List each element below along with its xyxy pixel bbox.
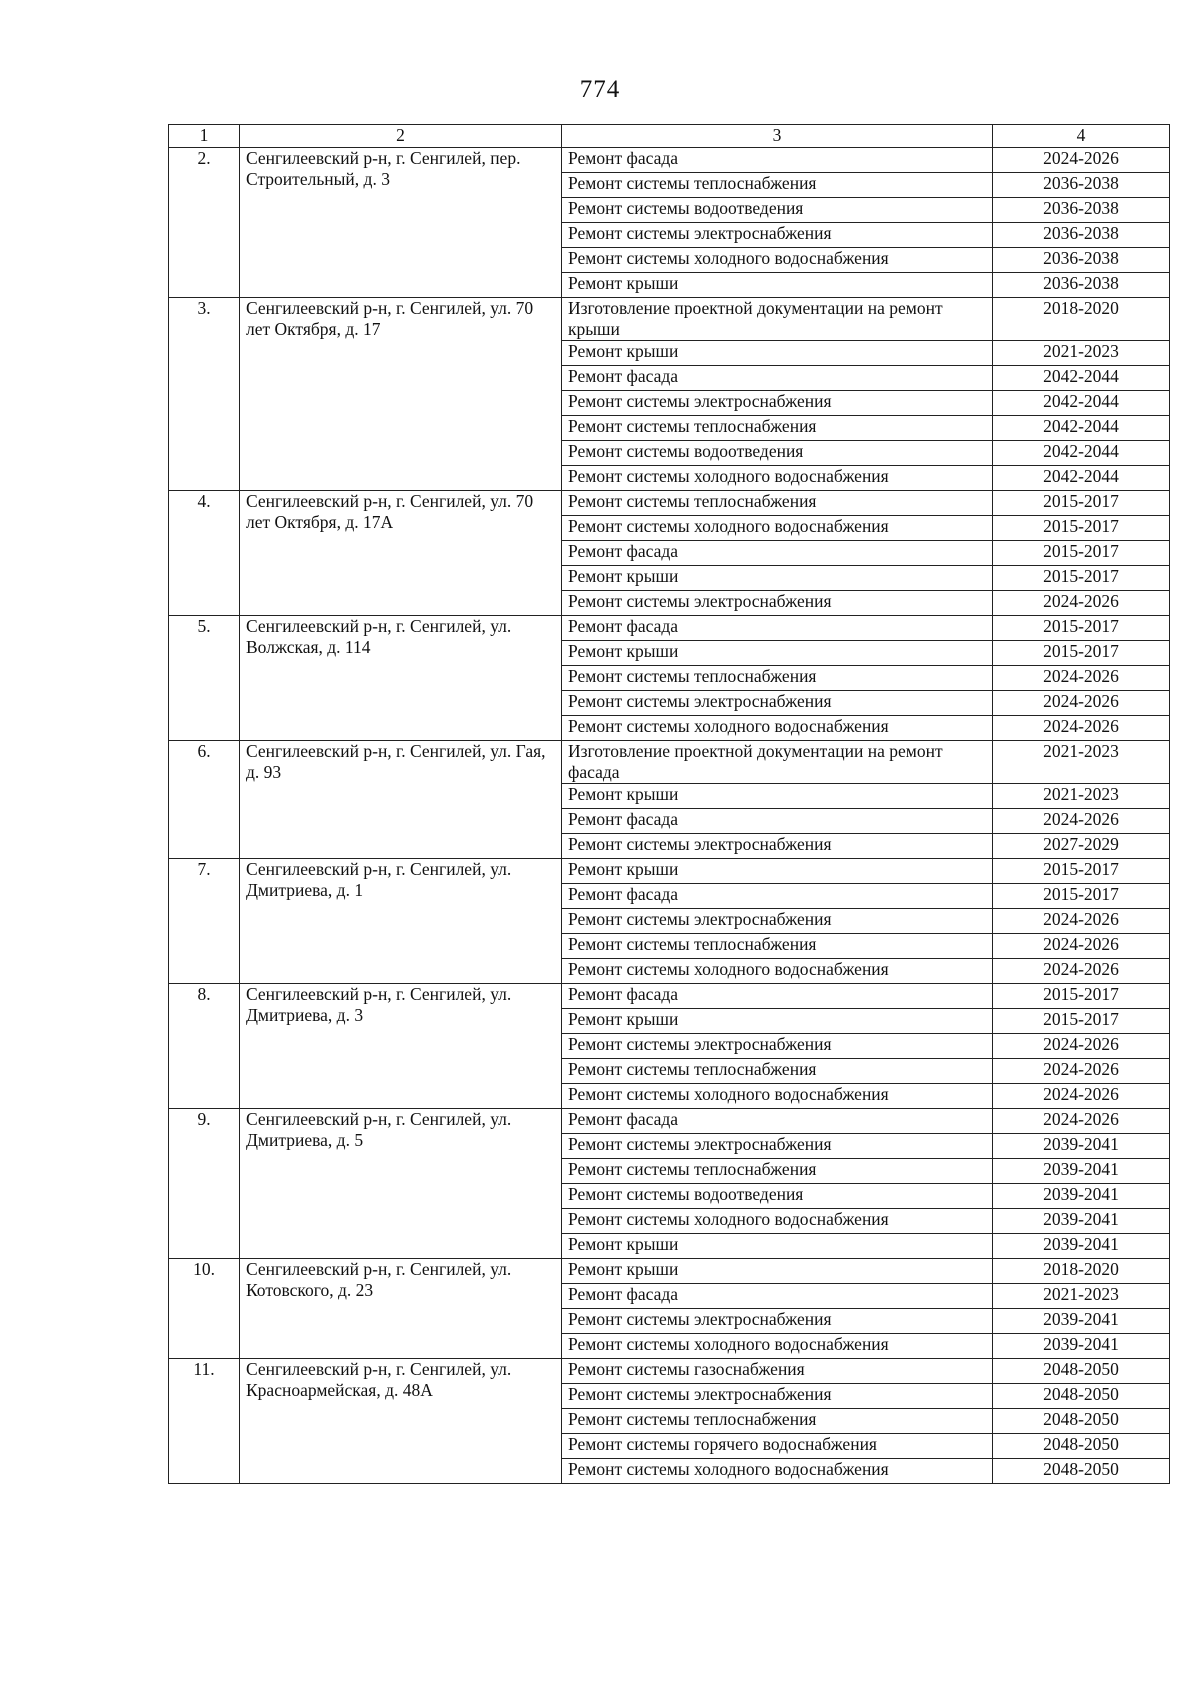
period-cell: 2039-2041 — [993, 1209, 1170, 1234]
work-type-cell: Изготовление проектной документации на ремонт крыши — [562, 298, 993, 341]
work-type-cell: Ремонт системы холодного водоснабжения — [562, 959, 993, 984]
period-cell: 2048-2050 — [993, 1434, 1170, 1459]
period-cell: 2015-2017 — [993, 1009, 1170, 1034]
period-cell: 2039-2041 — [993, 1184, 1170, 1209]
period-cell: 2036-2038 — [993, 248, 1170, 273]
work-type-cell: Ремонт системы теплоснабжения — [562, 173, 993, 198]
period-cell: 2024-2026 — [993, 1059, 1170, 1084]
table-row — [169, 984, 1170, 1009]
period-cell: 2018-2020 — [993, 1259, 1170, 1284]
work-type-cell: Ремонт системы электроснабжения — [562, 1034, 993, 1059]
work-type-cell: Ремонт системы электроснабжения — [562, 591, 993, 616]
period-cell: 2042-2044 — [993, 366, 1170, 391]
header-col-1: 1 — [169, 125, 240, 148]
period-cell: 2036-2038 — [993, 198, 1170, 223]
period-cell: 2015-2017 — [993, 984, 1170, 1009]
period-cell: 2021-2023 — [993, 784, 1170, 809]
work-type-cell: Ремонт системы водоотведения — [562, 1184, 993, 1209]
address-cell: Сенгилеевский р-н, г. Сенгилей, ул. Дмитриева, д. 5 — [240, 1109, 562, 1259]
work-type-cell: Ремонт системы холодного водоснабжения — [562, 716, 993, 741]
period-cell: 2024-2026 — [993, 1109, 1170, 1134]
work-type-cell: Ремонт системы теплоснабжения — [562, 1409, 993, 1434]
work-type-cell: Ремонт фасада — [562, 1284, 993, 1309]
period-cell: 2024-2026 — [993, 666, 1170, 691]
work-type-cell: Ремонт системы электроснабжения — [562, 391, 993, 416]
period-cell: 2015-2017 — [993, 541, 1170, 566]
work-type-cell: Ремонт системы теплоснабжения — [562, 934, 993, 959]
period-cell: 2024-2026 — [993, 691, 1170, 716]
work-type-cell: Ремонт системы горячего водоснабжения — [562, 1434, 993, 1459]
work-type-cell: Ремонт фасада — [562, 984, 993, 1009]
work-type-cell: Ремонт системы водоотведения — [562, 441, 993, 466]
row-number: 3. — [169, 298, 240, 491]
period-cell: 2015-2017 — [993, 491, 1170, 516]
work-type-cell: Ремонт системы электроснабжения — [562, 223, 993, 248]
header-col-4: 4 — [993, 125, 1170, 148]
work-type-cell: Ремонт системы холодного водоснабжения — [562, 1084, 993, 1109]
work-type-cell: Ремонт системы теплоснабжения — [562, 1159, 993, 1184]
work-type-cell: Ремонт системы холодного водоснабжения — [562, 1459, 993, 1484]
address-cell: Сенгилеевский р-н, г. Сенгилей, ул. Котовского, д. 23 — [240, 1259, 562, 1359]
work-type-cell: Ремонт системы теплоснабжения — [562, 666, 993, 691]
row-number: 9. — [169, 1109, 240, 1259]
table-row — [169, 148, 1170, 173]
work-type-cell: Ремонт системы водоотведения — [562, 198, 993, 223]
row-number: 4. — [169, 491, 240, 616]
period-cell: 2027-2029 — [993, 834, 1170, 859]
work-type-cell: Ремонт системы холодного водоснабжения — [562, 516, 993, 541]
period-cell: 2024-2026 — [993, 1084, 1170, 1109]
period-cell: 2036-2038 — [993, 223, 1170, 248]
period-cell: 2024-2026 — [993, 959, 1170, 984]
work-type-cell: Ремонт крыши — [562, 1259, 993, 1284]
period-cell: 2039-2041 — [993, 1234, 1170, 1259]
work-type-cell: Ремонт крыши — [562, 1009, 993, 1034]
work-type-cell: Ремонт системы электроснабжения — [562, 1384, 993, 1409]
work-type-cell: Ремонт крыши — [562, 641, 993, 666]
row-number: 6. — [169, 741, 240, 859]
address-cell: Сенгилеевский р-н, г. Сенгилей, пер. Строительный, д. 3 — [240, 148, 562, 298]
period-cell: 2036-2038 — [993, 273, 1170, 298]
work-type-cell: Ремонт системы теплоснабжения — [562, 491, 993, 516]
header-col-2: 2 — [240, 125, 562, 148]
row-number: 8. — [169, 984, 240, 1109]
table-row — [169, 1109, 1170, 1134]
table-row — [169, 859, 1170, 884]
period-cell: 2039-2041 — [993, 1159, 1170, 1184]
period-cell: 2015-2017 — [993, 859, 1170, 884]
address-cell: Сенгилеевский р-н, г. Сенгилей, ул. 70 лет Октября, д. 17А — [240, 491, 562, 616]
period-cell: 2036-2038 — [993, 173, 1170, 198]
address-cell: Сенгилеевский р-н, г. Сенгилей, ул. Гая, д. 93 — [240, 741, 562, 859]
work-type-cell: Ремонт системы холодного водоснабжения — [562, 1209, 993, 1234]
work-type-cell: Ремонт системы электроснабжения — [562, 1309, 993, 1334]
table-row — [169, 298, 1170, 341]
period-cell: 2024-2026 — [993, 1034, 1170, 1059]
period-cell: 2018-2020 — [993, 298, 1170, 341]
work-type-cell: Ремонт крыши — [562, 784, 993, 809]
address-cell: Сенгилеевский р-н, г. Сенгилей, ул. Красноармейская, д. 48А — [240, 1359, 562, 1484]
period-cell: 2048-2050 — [993, 1384, 1170, 1409]
period-cell: 2039-2041 — [993, 1309, 1170, 1334]
period-cell: 2021-2023 — [993, 1284, 1170, 1309]
address-cell: Сенгилеевский р-н, г. Сенгилей, ул. Дмитриева, д. 3 — [240, 984, 562, 1109]
work-type-cell: Ремонт системы электроснабжения — [562, 834, 993, 859]
period-cell: 2048-2050 — [993, 1459, 1170, 1484]
work-type-cell: Ремонт фасада — [562, 148, 993, 173]
work-type-cell: Ремонт фасада — [562, 809, 993, 834]
period-cell: 2048-2050 — [993, 1409, 1170, 1434]
work-type-cell: Ремонт фасада — [562, 1109, 993, 1134]
work-type-cell: Изготовление проектной документации на ремонт фасада — [562, 741, 993, 784]
period-cell: 2024-2026 — [993, 809, 1170, 834]
work-type-cell: Ремонт крыши — [562, 341, 993, 366]
period-cell: 2039-2041 — [993, 1134, 1170, 1159]
row-number: 11. — [169, 1359, 240, 1484]
period-cell: 2015-2017 — [993, 566, 1170, 591]
period-cell: 2048-2050 — [993, 1359, 1170, 1384]
period-cell: 2024-2026 — [993, 591, 1170, 616]
period-cell: 2021-2023 — [993, 741, 1170, 784]
work-type-cell: Ремонт системы холодного водоснабжения — [562, 1334, 993, 1359]
period-cell: 2024-2026 — [993, 148, 1170, 173]
period-cell: 2042-2044 — [993, 391, 1170, 416]
period-cell: 2024-2026 — [993, 934, 1170, 959]
table-row — [169, 1359, 1170, 1384]
work-type-cell: Ремонт фасада — [562, 884, 993, 909]
period-cell: 2021-2023 — [993, 341, 1170, 366]
address-cell: Сенгилеевский р-н, г. Сенгилей, ул. Дмитриева, д. 1 — [240, 859, 562, 984]
work-type-cell: Ремонт фасада — [562, 366, 993, 391]
work-type-cell: Ремонт системы теплоснабжения — [562, 416, 993, 441]
work-type-cell: Ремонт крыши — [562, 273, 993, 298]
table-header — [169, 125, 1170, 148]
table-row — [169, 741, 1170, 784]
work-type-cell: Ремонт фасада — [562, 616, 993, 641]
table-row — [169, 491, 1170, 516]
table-body — [169, 148, 1170, 1484]
table-row — [169, 1259, 1170, 1284]
period-cell: 2015-2017 — [993, 516, 1170, 541]
work-type-cell: Ремонт крыши — [562, 1234, 993, 1259]
row-number: 10. — [169, 1259, 240, 1359]
period-cell: 2042-2044 — [993, 466, 1170, 491]
work-type-cell: Ремонт системы холодного водоснабжения — [562, 248, 993, 273]
period-cell: 2024-2026 — [993, 716, 1170, 741]
period-cell: 2015-2017 — [993, 884, 1170, 909]
period-cell: 2042-2044 — [993, 416, 1170, 441]
work-type-cell: Ремонт системы холодного водоснабжения — [562, 466, 993, 491]
work-type-cell: Ремонт крыши — [562, 566, 993, 591]
row-number: 7. — [169, 859, 240, 984]
work-type-cell: Ремонт крыши — [562, 859, 993, 884]
period-cell: 2039-2041 — [993, 1334, 1170, 1359]
address-cell: Сенгилеевский р-н, г. Сенгилей, ул. 70 лет Октября, д. 17 — [240, 298, 562, 491]
header-row — [169, 125, 1170, 148]
work-type-cell: Ремонт системы газоснабжения — [562, 1359, 993, 1384]
work-type-cell: Ремонт системы электроснабжения — [562, 909, 993, 934]
header-col-3: 3 — [562, 125, 993, 148]
period-cell: 2015-2017 — [993, 641, 1170, 666]
period-cell: 2042-2044 — [993, 441, 1170, 466]
work-type-cell: Ремонт системы теплоснабжения — [562, 1059, 993, 1084]
work-type-cell: Ремонт фасада — [562, 541, 993, 566]
repair-schedule-table — [168, 124, 1170, 1484]
address-cell: Сенгилеевский р-н, г. Сенгилей, ул. Волжская, д. 114 — [240, 616, 562, 741]
work-type-cell: Ремонт системы электроснабжения — [562, 1134, 993, 1159]
period-cell: 2015-2017 — [993, 616, 1170, 641]
row-number: 5. — [169, 616, 240, 741]
work-type-cell: Ремонт системы электроснабжения — [562, 691, 993, 716]
period-cell: 2024-2026 — [993, 909, 1170, 934]
row-number: 2. — [169, 148, 240, 298]
page-number: 774 — [579, 76, 621, 103]
table-row — [169, 616, 1170, 641]
